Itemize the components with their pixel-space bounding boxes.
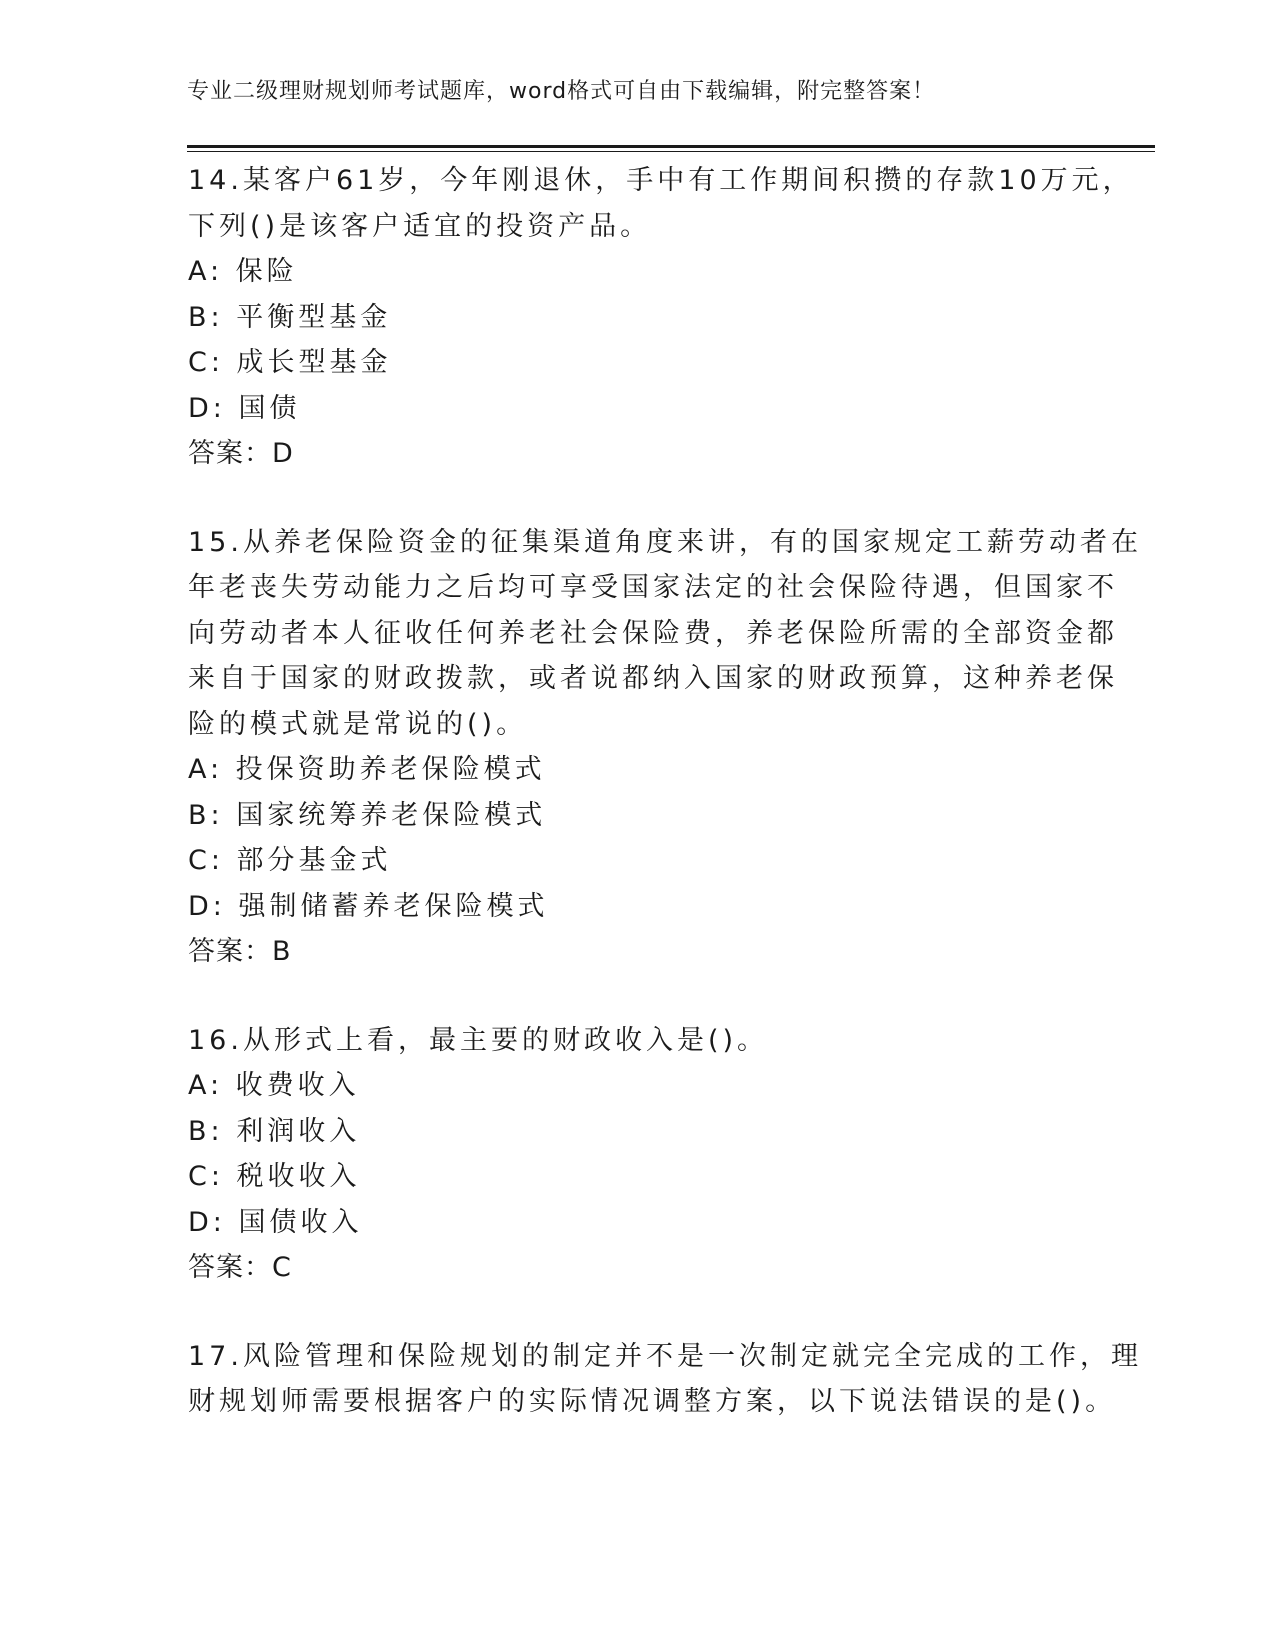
option-c: C: 税收收入 [188,1161,361,1192]
header-rule-thin [187,151,1155,152]
answer-label: 答案：D [188,438,294,469]
question-stem-line: 14.某客户61岁，今年刚退休，手中有工作期间积攒的存款10万元， [188,165,1134,196]
question-stem-line: 下列()是该客户适宜的投资产品。 [188,210,652,242]
option-a: A: 保险 [188,256,298,287]
option-c: C: 成长型基金 [188,347,392,378]
question-stem-line: 15.从养老保险资金的征集渠道角度来讲，有的国家规定工薪劳动者在 [188,526,1142,558]
question-stem-line: 财规划师需要根据客户的实际情况调整方案，以下说法错误的是()。 [188,1386,1117,1417]
option-d: D: 国债 [188,392,301,424]
answer-label: 答案：B [188,936,292,967]
question-stem-line: 17.风险管理和保险规划的制定并不是一次制定就完全完成的工作，理 [188,1340,1142,1372]
question-list [188,158,1142,1468]
option-c: C: 部分基金式 [188,845,392,876]
question-16 [188,1018,1088,1291]
question-17 [188,1334,1142,1425]
option-b: B: 国家统筹养老保险模式 [188,799,547,831]
page-header: 专业二级理财规划师考试题库，word格式可自由下载编辑，附完整答案！ [187,79,936,104]
option-d: D: 国债收入 [188,1206,363,1238]
option-d: D: 强制储蓄养老保险模式 [188,890,549,922]
question-14 [188,158,1134,477]
question-stem-line: 险的模式就是常说的()。 [188,708,528,740]
option-a: A: 收费收入 [188,1070,360,1101]
answer-label: 答案：C [188,1252,292,1283]
option-b: B: 平衡型基金 [188,301,392,333]
question-stem-line: 年老丧失劳动能力之后均可享受国家法定的社会保险待遇，但国家不 [188,572,1118,603]
question-stem-line: 来自于国家的财政拨款，或者说都纳入国家的财政预算，这种养老保 [188,663,1118,694]
header-rule-thick [187,145,1155,148]
question-15 [188,520,1142,975]
question-stem-line: 向劳动者本人征收任何养老社会保险费，养老保险所需的全部资金都 [188,617,1118,649]
question-stem-line: 16.从形式上看，最主要的财政收入是()。 [188,1024,769,1056]
option-a: A: 投保资助养老保险模式 [188,754,546,785]
option-b: B: 利润收入 [188,1115,361,1147]
